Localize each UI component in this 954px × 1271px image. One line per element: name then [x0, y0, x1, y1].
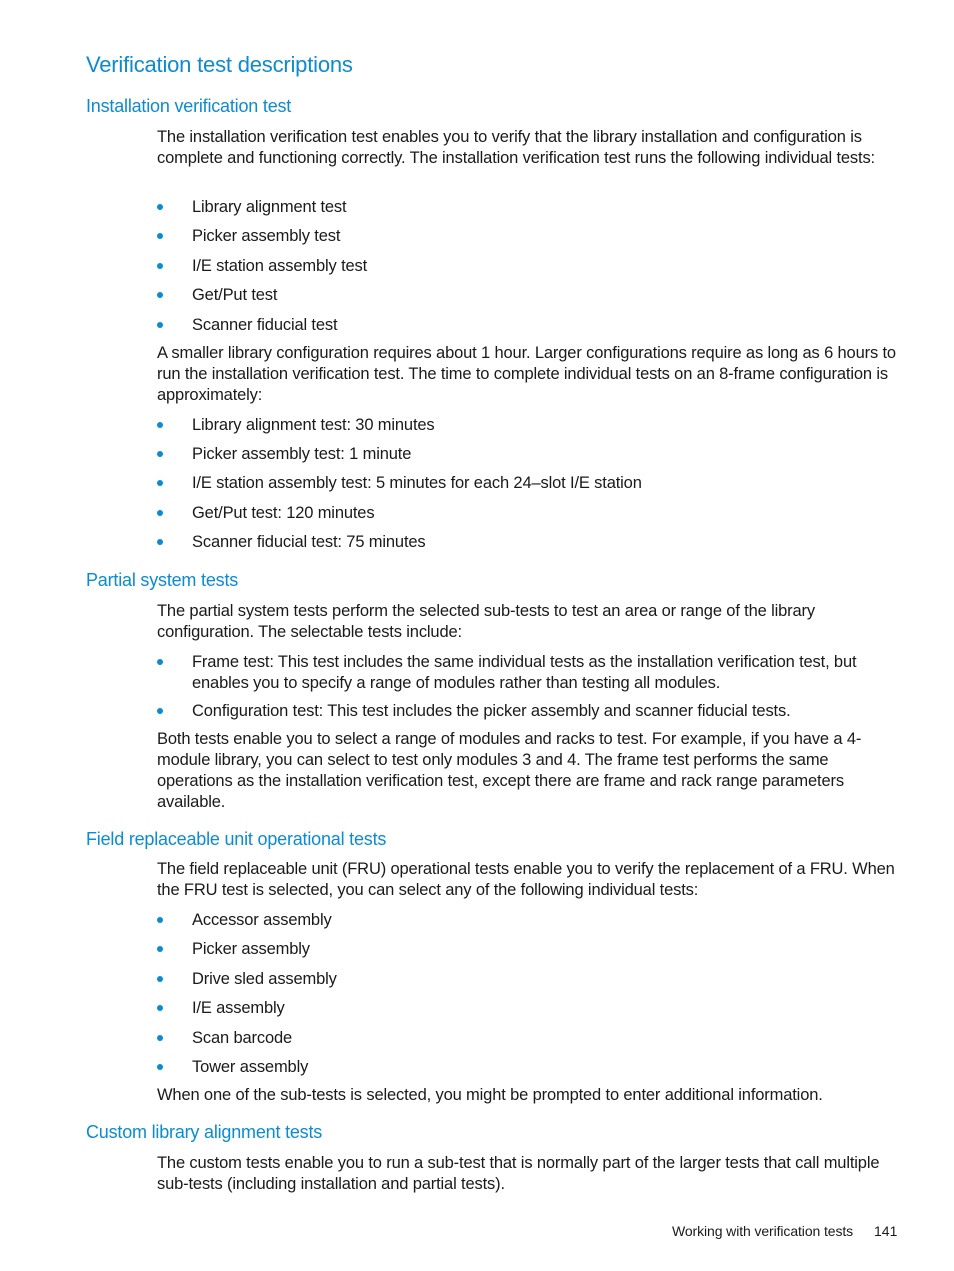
list-item	[157, 532, 902, 553]
bullet-icon	[157, 976, 163, 982]
bullet-icon	[157, 1064, 163, 1070]
list-item-text: Library alignment test: 30 minutes	[192, 416, 435, 434]
bullet-icon	[157, 204, 163, 210]
list-item	[157, 1028, 902, 1049]
bullet-icon	[157, 510, 163, 516]
bullet-icon	[157, 659, 163, 665]
list-item-text: Library alignment test	[192, 198, 347, 216]
list-item-text: I/E station assembly test	[192, 257, 368, 275]
list-item	[157, 998, 902, 1019]
page-title: Verification test descriptions	[86, 52, 353, 77]
list-item-text: I/E assembly	[192, 999, 285, 1017]
list-item	[157, 226, 902, 247]
list-item-text: Tower assembly	[192, 1058, 309, 1076]
list-item-text: Scan barcode	[192, 1029, 293, 1047]
bullet-icon	[157, 292, 163, 298]
section-heading-custom: Custom library alignment tests	[86, 1122, 323, 1142]
section-heading-fru: Field replaceable unit operational tests	[86, 829, 387, 849]
bullet-icon	[157, 946, 163, 952]
installation-intro: The installation verification test enables you to verify that the library installation and configuration is complete and functioning correctly. The installation verification test runs the following individual tests:	[157, 128, 875, 167]
list-item	[157, 910, 902, 931]
bullet-icon	[157, 1005, 163, 1011]
list-item-text: Picker assembly test: 1 minute	[192, 445, 412, 463]
list-item	[157, 969, 902, 990]
installation-duration-text: A smaller library configuration requires about 1 hour. Larger configurations require as long as 6 hours to run the installation verification test. The time to complete individual tests on an 8-frame configuration is approximately:	[157, 344, 896, 404]
bullet-icon	[157, 1035, 163, 1041]
list-item	[157, 701, 902, 722]
list-item	[157, 503, 902, 524]
bullet-icon	[157, 539, 163, 545]
section-heading-partial: Partial system tests	[86, 570, 239, 590]
partial-intro: The partial system tests perform the selected sub-tests to test an area or range of the library configuration. The selectable tests include:	[157, 602, 815, 641]
list-item-text: I/E station assembly test: 5 minutes for each 24–slot I/E station	[192, 474, 642, 492]
list-item	[157, 415, 902, 436]
custom-intro: The custom tests enable you to run a sub-test that is normally part of the larger tests that call multiple sub-tests (including installation and partial tests).	[157, 1154, 880, 1193]
list-item	[157, 197, 902, 218]
list-item-text: Accessor assembly	[192, 911, 332, 929]
list-item	[157, 285, 902, 306]
list-item	[157, 473, 902, 494]
bullet-icon	[157, 233, 163, 239]
list-item-text: Get/Put test	[192, 286, 278, 304]
list-item-text: Picker assembly test	[192, 227, 341, 245]
bullet-icon	[157, 263, 163, 269]
bullet-icon	[157, 422, 163, 428]
bullet-icon	[157, 917, 163, 923]
bullet-icon	[157, 322, 163, 328]
fru-outro: When one of the sub-tests is selected, you might be prompted to enter additional information.	[157, 1086, 823, 1104]
list-item	[157, 256, 902, 277]
list-item	[157, 939, 902, 960]
footer-page-number: 141	[874, 1223, 898, 1239]
list-item-text: Get/Put test: 120 minutes	[192, 504, 375, 522]
footer-running-title: Working with verification tests	[672, 1223, 854, 1239]
list-item-text: Configuration test: This test includes the picker assembly and scanner fiducial tests.	[192, 702, 791, 720]
partial-outro: Both tests enable you to select a range of modules and racks to test. For example, if you have a 4-module library, you can select to test only modules 3 and 4. The frame test performs the same operations as the installation verification test, except there are frame and rack range parameters available.	[157, 730, 862, 811]
list-item	[157, 652, 902, 694]
list-item-text: Drive sled assembly	[192, 970, 337, 988]
fru-intro: The field replaceable unit (FRU) operational tests enable you to verify the replacement of a FRU. When the FRU test is selected, you can select any of the following individual tests:	[157, 860, 895, 899]
bullet-icon	[157, 708, 163, 714]
bullet-icon	[157, 480, 163, 486]
list-item-text: Picker assembly	[192, 940, 310, 958]
list-item-text: Scanner fiducial test: 75 minutes	[192, 533, 426, 551]
section-heading-installation: Installation verification test	[86, 96, 292, 116]
list-item-text: Frame test: This test includes the same individual tests as the installation verification test, but enables you to specify a range of modules rather than testing all modules.	[192, 653, 857, 692]
list-item-text: Scanner fiducial test	[192, 316, 338, 334]
list-item	[157, 1057, 902, 1078]
list-item	[157, 444, 902, 465]
bullet-icon	[157, 451, 163, 457]
list-item	[157, 315, 902, 336]
